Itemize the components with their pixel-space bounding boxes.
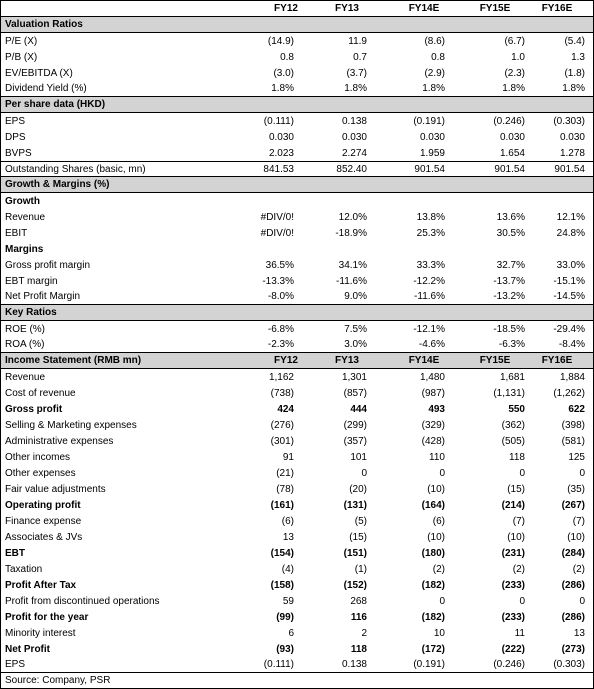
row-label: Revenue xyxy=(5,371,46,383)
value-cell: -8.4% xyxy=(558,339,585,350)
table-row xyxy=(1,641,593,657)
row-label: Minority interest xyxy=(5,627,76,639)
value-cell: -12.1% xyxy=(413,323,445,335)
value-cell: (581) xyxy=(561,435,585,447)
value-cell: 2.274 xyxy=(341,147,367,159)
value-cell: (738) xyxy=(270,387,294,399)
value-cell: (1,262) xyxy=(553,387,585,399)
table-row xyxy=(1,625,593,641)
table-row xyxy=(1,609,593,625)
value-cell: (233) xyxy=(501,579,525,591)
table-row xyxy=(1,529,593,545)
value-cell: (2) xyxy=(512,563,525,575)
value-cell: (222) xyxy=(501,643,525,655)
value-cell: 550 xyxy=(508,403,525,415)
value-cell: 25.3% xyxy=(416,227,445,239)
section-title xyxy=(1,177,593,193)
section-title-label: Valuation Ratios xyxy=(5,19,83,30)
section-title xyxy=(1,17,593,33)
value-cell: 1.959 xyxy=(419,147,445,159)
value-cell: (505) xyxy=(501,435,525,447)
value-cell: 1.0 xyxy=(511,51,525,63)
value-cell: 0.030 xyxy=(499,131,525,143)
table-row xyxy=(1,593,593,609)
value-cell: (0.111) xyxy=(263,115,294,127)
value-cell: -14.5% xyxy=(553,291,585,302)
value-cell: -18.9% xyxy=(335,227,367,239)
value-cell: (152) xyxy=(343,579,367,591)
table-row xyxy=(1,33,593,49)
column-header: FY12 xyxy=(274,3,298,14)
row-label: Operating profit xyxy=(5,499,81,511)
row-label: Net Profit xyxy=(5,643,50,655)
section-title xyxy=(1,305,593,321)
value-cell: 0 xyxy=(361,467,367,479)
value-cell: 0.138 xyxy=(341,115,367,127)
table-row xyxy=(1,545,593,561)
value-cell: -13.3% xyxy=(262,275,294,287)
value-cell: (286) xyxy=(561,579,585,591)
value-cell: 1,480 xyxy=(419,371,445,383)
section-title xyxy=(1,97,593,113)
row-label: Fair value adjustments xyxy=(5,483,106,495)
value-cell: -13.2% xyxy=(493,291,525,302)
value-cell: (3.0) xyxy=(273,67,294,79)
value-cell: 841.53 xyxy=(263,163,294,175)
value-cell: (0.191) xyxy=(413,115,445,127)
value-cell: (15) xyxy=(349,531,367,543)
value-cell: (6.7) xyxy=(504,35,525,47)
column-header: FY12 xyxy=(274,355,298,366)
value-cell: 101 xyxy=(350,451,367,463)
value-cell: (987) xyxy=(421,387,445,399)
value-cell: (398) xyxy=(561,419,585,431)
value-cell: 34.1% xyxy=(338,259,367,271)
value-cell: -15.1% xyxy=(553,275,585,287)
section-title xyxy=(1,353,593,369)
value-cell: (299) xyxy=(343,419,367,431)
value-cell: 1,884 xyxy=(559,371,585,383)
value-cell: 0 xyxy=(439,467,445,479)
subsection-title-label: Margins xyxy=(5,243,44,255)
value-cell: (7) xyxy=(572,515,585,527)
value-cell: 901.54 xyxy=(494,163,525,175)
value-cell: (233) xyxy=(501,611,525,623)
table-row xyxy=(1,385,593,401)
table-row xyxy=(1,49,593,65)
value-cell: (0.303) xyxy=(553,659,585,670)
value-cell: 852.40 xyxy=(336,163,367,175)
value-cell: (267) xyxy=(561,499,585,511)
value-cell: 268 xyxy=(350,595,367,607)
row-label: Revenue xyxy=(5,211,46,223)
value-cell: (8.6) xyxy=(424,35,445,47)
value-cell: 0.8 xyxy=(280,51,294,63)
value-cell: -29.4% xyxy=(553,323,585,335)
value-cell: 493 xyxy=(428,403,445,415)
value-cell: 3.0% xyxy=(344,339,367,350)
value-cell: 30.5% xyxy=(496,227,525,239)
value-cell: 0.8 xyxy=(431,51,445,63)
value-cell: (161) xyxy=(270,499,294,511)
value-cell: 12.0% xyxy=(338,211,367,223)
value-cell: (0.246) xyxy=(493,115,525,127)
table-row xyxy=(1,577,593,593)
row-label: EBT margin xyxy=(5,275,58,287)
row-label: EV/EBITDA (X) xyxy=(5,67,73,79)
value-cell: 13.6% xyxy=(496,211,525,223)
column-header: FY15E xyxy=(479,3,511,14)
value-cell: 2.023 xyxy=(268,147,294,159)
value-cell: 24.8% xyxy=(556,227,585,239)
value-cell: (428) xyxy=(421,435,445,447)
row-label: Other expenses xyxy=(5,467,76,479)
value-cell: (214) xyxy=(501,499,525,511)
value-cell: 1,681 xyxy=(499,371,525,383)
value-cell: (99) xyxy=(276,611,294,623)
value-cell: (0.191) xyxy=(413,659,445,670)
value-cell: 118 xyxy=(509,451,525,463)
table-row xyxy=(1,321,593,337)
value-cell: 10 xyxy=(433,627,445,639)
row-label: EBT xyxy=(5,547,25,559)
value-cell: 1.8% xyxy=(422,83,445,94)
value-cell: (362) xyxy=(501,419,525,431)
value-cell: 1.654 xyxy=(499,147,525,159)
table-row xyxy=(1,161,593,177)
value-cell: (0.303) xyxy=(553,115,585,127)
value-cell: 1.8% xyxy=(271,83,294,94)
value-cell: (180) xyxy=(421,547,445,559)
value-cell: (10) xyxy=(567,531,585,543)
value-cell: (0.246) xyxy=(493,659,525,670)
row-label: Cost of revenue xyxy=(5,387,76,399)
table-row xyxy=(1,209,593,225)
row-label: ROE (%) xyxy=(5,323,45,335)
value-cell: 11.9 xyxy=(348,35,367,47)
value-cell: (329) xyxy=(421,419,445,431)
table-row xyxy=(1,433,593,449)
value-cell: (172) xyxy=(421,643,445,655)
value-cell: #DIV/0! xyxy=(260,211,294,223)
value-cell: 0 xyxy=(519,595,525,607)
value-cell: (273) xyxy=(561,643,585,655)
row-label: Selling & Marketing expenses xyxy=(5,419,137,431)
value-cell: (5) xyxy=(354,515,367,527)
value-cell: (2.9) xyxy=(424,67,445,79)
value-cell: 9.0% xyxy=(344,291,367,302)
value-cell: (10) xyxy=(427,483,445,495)
value-cell: 0 xyxy=(579,467,585,479)
subsection-title-label: Growth xyxy=(5,195,40,207)
value-cell: (857) xyxy=(343,387,367,399)
value-cell: (151) xyxy=(343,547,367,559)
value-cell: -6.3% xyxy=(498,339,525,350)
value-cell: 1,162 xyxy=(268,371,294,383)
value-cell: (2) xyxy=(432,563,445,575)
value-cell: 424 xyxy=(277,403,294,415)
value-cell: 125 xyxy=(568,451,585,463)
row-label: EPS xyxy=(5,115,26,127)
value-cell: (93) xyxy=(276,643,294,655)
value-cell: -13.7% xyxy=(493,275,525,287)
value-cell: (78) xyxy=(276,483,294,495)
value-cell: #DIV/0! xyxy=(260,227,294,239)
section-title-label: Income Statement (RMB mn) xyxy=(5,355,142,366)
section-title-label: Key Ratios xyxy=(5,307,57,318)
row-label: Taxation xyxy=(5,563,43,575)
value-cell: 91 xyxy=(282,451,294,463)
value-cell: -6.8% xyxy=(267,323,294,335)
value-cell: 13 xyxy=(573,627,585,639)
value-cell: 444 xyxy=(350,403,367,415)
value-cell: 33.0% xyxy=(556,259,585,271)
value-cell: (182) xyxy=(421,611,445,623)
value-cell: 0.030 xyxy=(341,131,367,143)
source-note xyxy=(1,673,593,687)
value-cell: (15) xyxy=(507,483,525,495)
column-header: FY16E xyxy=(541,355,573,366)
table-row xyxy=(1,81,593,97)
value-cell: 0.030 xyxy=(559,131,585,143)
value-cell: 0.138 xyxy=(341,659,367,670)
value-cell: 901.54 xyxy=(554,163,585,175)
subsection-title xyxy=(1,193,593,209)
table-row xyxy=(1,65,593,81)
row-label: DPS xyxy=(5,131,26,143)
column-header: FY15E xyxy=(479,355,511,366)
table-row xyxy=(1,465,593,481)
value-cell: (1,131) xyxy=(493,387,525,399)
row-label: ROA (%) xyxy=(5,339,45,350)
value-cell: (10) xyxy=(427,531,445,543)
column-header-row xyxy=(1,1,593,17)
value-cell: (1) xyxy=(354,563,367,575)
row-label: Dividend Yield (%) xyxy=(5,83,87,94)
table-row xyxy=(1,513,593,529)
table-row xyxy=(1,449,593,465)
table-row xyxy=(1,497,593,513)
value-cell: -18.5% xyxy=(493,323,525,335)
value-cell: 1.278 xyxy=(559,147,585,159)
subsection-title xyxy=(1,241,593,257)
value-cell: 622 xyxy=(568,403,585,415)
section-title-label: Growth & Margins (%) xyxy=(5,179,110,190)
value-cell: (286) xyxy=(561,611,585,623)
value-cell: (21) xyxy=(276,467,294,479)
value-cell: 1.8% xyxy=(344,83,367,94)
value-cell: 12.1% xyxy=(556,211,585,223)
value-cell: (20) xyxy=(349,483,367,495)
column-header: FY16E xyxy=(541,3,573,14)
value-cell: (2.3) xyxy=(504,67,525,79)
source-note-label: Source: Company, PSR xyxy=(5,674,111,686)
column-header: FY14E xyxy=(408,355,440,366)
value-cell: (131) xyxy=(343,499,367,511)
value-cell: (164) xyxy=(421,499,445,511)
value-cell: (154) xyxy=(270,547,294,559)
row-label: Other incomes xyxy=(5,451,71,463)
table-row xyxy=(1,145,593,161)
value-cell: (284) xyxy=(561,547,585,559)
table-row xyxy=(1,113,593,129)
row-label: Profit for the year xyxy=(5,611,89,623)
table-row xyxy=(1,273,593,289)
table-row xyxy=(1,289,593,305)
value-cell: 0.030 xyxy=(419,131,445,143)
row-label: Net Profit Margin xyxy=(5,291,81,302)
section-title-label: Per share data (HKD) xyxy=(5,99,106,110)
value-cell: 2 xyxy=(361,627,367,639)
value-cell: (4) xyxy=(281,563,294,575)
row-label: Gross profit xyxy=(5,403,63,415)
value-cell: -11.6% xyxy=(336,275,367,287)
column-header: FY14E xyxy=(408,3,440,14)
value-cell: (276) xyxy=(270,419,294,431)
value-cell: 1.8% xyxy=(502,83,525,94)
value-cell: 0 xyxy=(519,467,525,479)
value-cell: (357) xyxy=(343,435,367,447)
value-cell: 13 xyxy=(282,531,294,543)
value-cell: (2) xyxy=(572,563,585,575)
value-cell: 59 xyxy=(282,595,294,607)
value-cell: 11 xyxy=(514,627,525,639)
value-cell: 1.8% xyxy=(562,83,585,94)
row-label xyxy=(5,1,255,16)
value-cell: (182) xyxy=(421,579,445,591)
value-cell: 0 xyxy=(579,595,585,607)
column-header: FY13 xyxy=(335,355,359,366)
table-row xyxy=(1,657,593,673)
table-row xyxy=(1,129,593,145)
value-cell: 116 xyxy=(350,611,367,623)
value-cell: (10) xyxy=(507,531,525,543)
value-cell: (5.4) xyxy=(564,35,585,47)
value-cell: 33.3% xyxy=(416,259,445,271)
row-label: Profit from discontinued operations xyxy=(5,595,160,607)
table-row xyxy=(1,257,593,273)
row-label: Finance expense xyxy=(5,515,82,527)
row-label: Associates & JVs xyxy=(5,531,83,543)
value-cell: (301) xyxy=(270,435,294,447)
value-cell: 32.7% xyxy=(496,259,525,271)
value-cell: 1.3 xyxy=(571,51,585,63)
value-cell: (14.9) xyxy=(267,35,294,47)
table-row xyxy=(1,417,593,433)
value-cell: 901.54 xyxy=(414,163,445,175)
table-row xyxy=(1,481,593,497)
row-label: BVPS xyxy=(5,147,32,159)
value-cell: -4.6% xyxy=(418,339,445,350)
value-cell: 0.7 xyxy=(353,51,367,63)
column-header: FY13 xyxy=(335,3,359,14)
value-cell: 1,301 xyxy=(341,371,367,383)
row-label: P/E (X) xyxy=(5,35,38,47)
row-label: Administrative expenses xyxy=(5,435,114,447)
table-row xyxy=(1,337,593,353)
value-cell: 36.5% xyxy=(265,259,294,271)
value-cell: (6) xyxy=(281,515,294,527)
value-cell: 13.8% xyxy=(416,211,445,223)
value-cell: -2.3% xyxy=(267,339,294,350)
row-label: P/B (X) xyxy=(5,51,38,63)
row-label: EBIT xyxy=(5,227,28,239)
value-cell: (158) xyxy=(270,579,294,591)
value-cell: (35) xyxy=(567,483,585,495)
row-label: Profit After Tax xyxy=(5,579,77,591)
value-cell: -11.6% xyxy=(414,291,445,302)
table-row xyxy=(1,401,593,417)
value-cell: (0.111) xyxy=(263,659,294,670)
value-cell: 0.030 xyxy=(268,131,294,143)
row-label: Outstanding Shares (basic, mn) xyxy=(5,163,146,175)
value-cell: 118 xyxy=(350,643,367,655)
value-cell: 0 xyxy=(439,595,445,607)
row-label: Gross profit margin xyxy=(5,259,91,271)
value-cell: -8.0% xyxy=(267,291,294,302)
row-label: EPS xyxy=(5,659,26,670)
table-row xyxy=(1,225,593,241)
value-cell: -12.2% xyxy=(413,275,445,287)
value-cell: (6) xyxy=(432,515,445,527)
table-row xyxy=(1,369,593,385)
value-cell: (231) xyxy=(501,547,525,559)
value-cell: 6 xyxy=(288,627,294,639)
value-cell: 7.5% xyxy=(344,323,367,335)
value-cell: (1.8) xyxy=(564,67,585,79)
value-cell: (7) xyxy=(512,515,525,527)
value-cell: (3.7) xyxy=(346,67,367,79)
value-cell: 110 xyxy=(429,451,445,463)
table-row xyxy=(1,561,593,577)
